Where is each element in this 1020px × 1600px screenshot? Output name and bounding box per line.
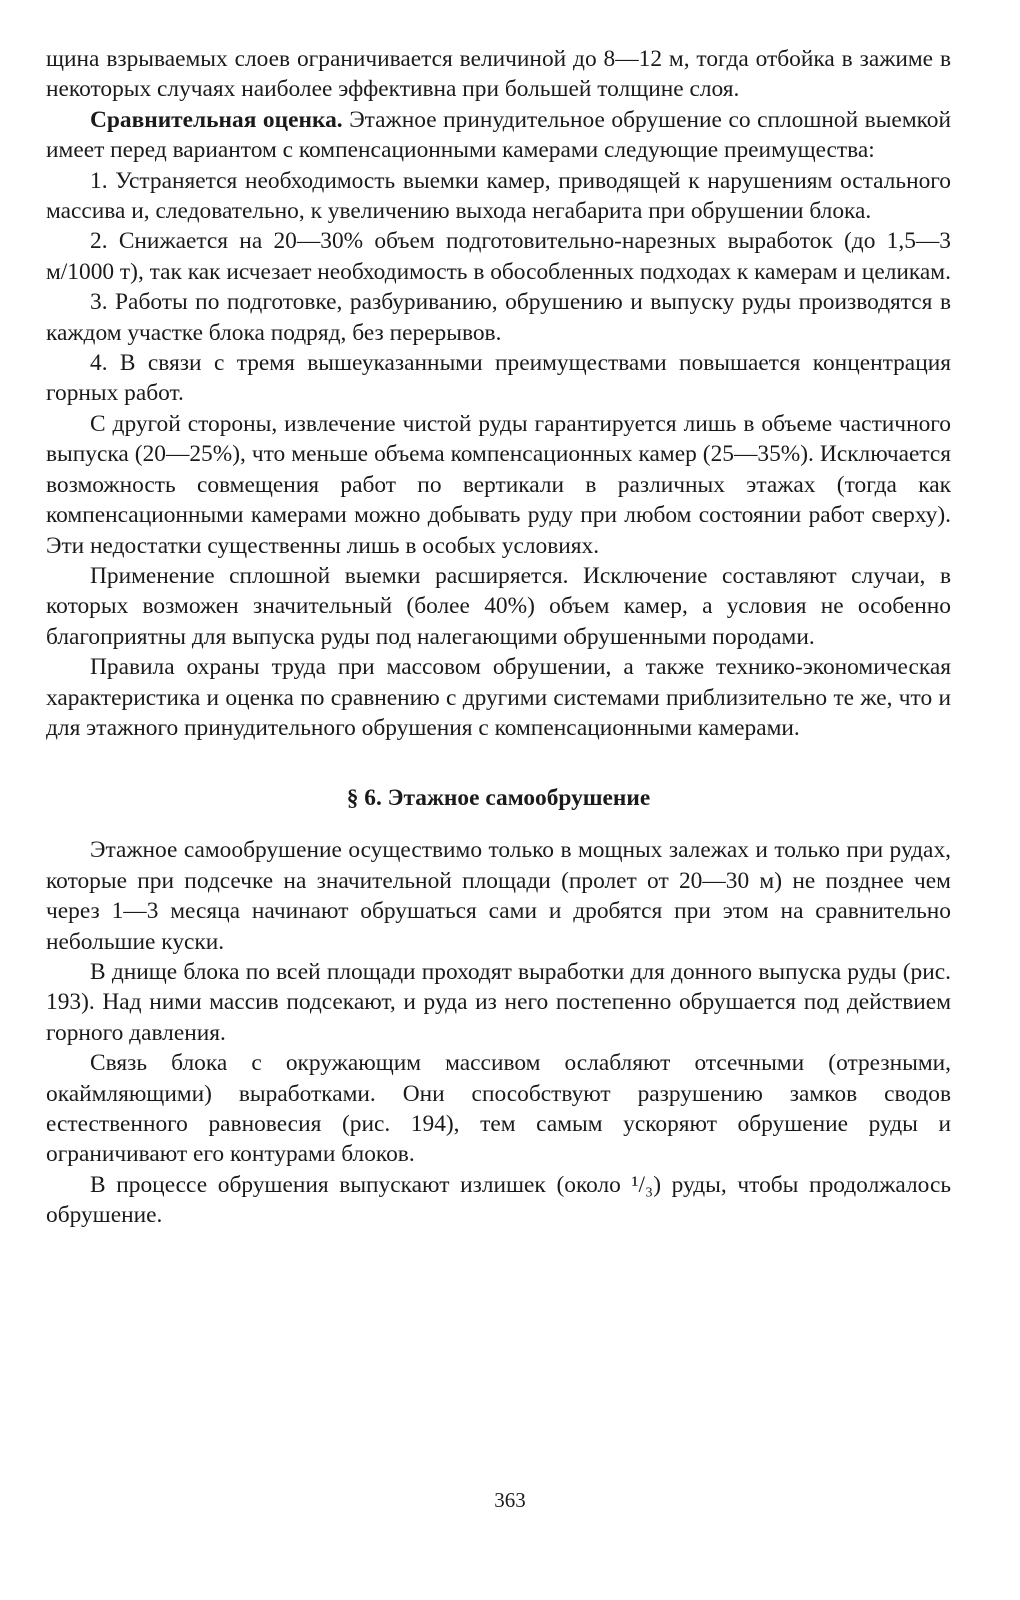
paragraph-release-process: В процессе обрушения выпускают излишек (около ¹/₃) руды, чтобы продолжалось обрушение. — [46, 1171, 951, 1229]
section-heading: § 6. Этажное самообрушение — [346, 785, 651, 812]
paragraph-block-bottom: В днище блока по всей площади проходят выработки для донного выпуска руды (рис. 193). Над ними массив подсекают, и руда из него постепенно обрушается под действием горного давления. — [46, 958, 951, 1046]
advantage-item-4: 4. В связи с тремя вышеуказанными преимуществами повышается концентрация горных работ. — [46, 350, 951, 407]
page-number: 363 — [494, 1488, 526, 1512]
paragraph-application: Применение сплошной выемки расширяется. Исключение составляют случаи, в которых возможен значительный (более 40%) объем камер, а условия не особенно благоприятны для выпуска руды под налегающими обрушенными породами. — [46, 562, 951, 650]
paragraph-continuation: щина взрываемых слоев ограничивается величиной до 8—12 м, тогда отбойка в зажиме в некоторых случаях наиболее эффективна при большей толщине слоя. — [46, 46, 951, 103]
paragraph-drawbacks: С другой стороны, извлечение чистой руды гарантируется лишь в объеме частичного выпуска (20—25%), что меньше объема компенсационных камер (25—35%). Исключается возможность совмещения работ по вертикали в различных этажах (тогда как компенсационными камерами можно добывать руду при любом состоянии работ сверху). Эти недостатки существенны лишь в особых условиях. — [46, 410, 951, 559]
advantage-item-1: 1. Устраняется необходимость выемки камер, приводящей к нарушениям остального массива и, следовательно, к увеличению выхода негабарита при обрушении блока. — [46, 167, 951, 225]
paragraph-comparison — [46, 105, 951, 166]
paragraph-section-intro: Этажное самообрушение осуществимо только в мощных залежах и только при рудах, которые при подсечке на значительной площади (пролет от 20—30 м) не позднее чем через 1—3 месяца начинают обрушаться сами и дробятся при этом на сравнительно небольшие куски. — [46, 837, 951, 955]
paragraph-block-connection: Связь блока с окружающим массивом ослабляют отсечными (отрезными, окаймляющими) выработками. Они способствуют разрушению замков сводов естественного равновесия (рис. 194), тем самым ускоряют обрушение руды и ограничивают его контурами блоков. — [46, 1050, 951, 1168]
advantage-item-3: 3. Работы по подготовке, разбуриванию, обрушению и выпуску руды производятся в каждом участке блока подряд, без перерывов. — [46, 289, 951, 346]
paragraph-safety-rules: Правила охраны труда при массовом обрушении, а также технико-экономическая характеристика и оценка по сравнению с другими системами приблизительно те же, что и для этажного принудительного обрушения с компенсационными камерами. — [46, 654, 951, 741]
page-body — [46, 44, 951, 1231]
advantage-item-2: 2. Снижается на 20—30% объем подготовительно-нарезных выработок (до 1,5—3 м/1000 т), так как исчезает необходимость в обособленных подходах к камерам и целикам. — [46, 228, 951, 285]
paragraph-comparison-text: Этажное принудительное обрушение со сплошной выемкой имеет перед вариантом с компенсационными камерами следующие преимущества: — [46, 106, 952, 164]
run-in-heading: Сравнительная оценка. — [90, 106, 343, 133]
